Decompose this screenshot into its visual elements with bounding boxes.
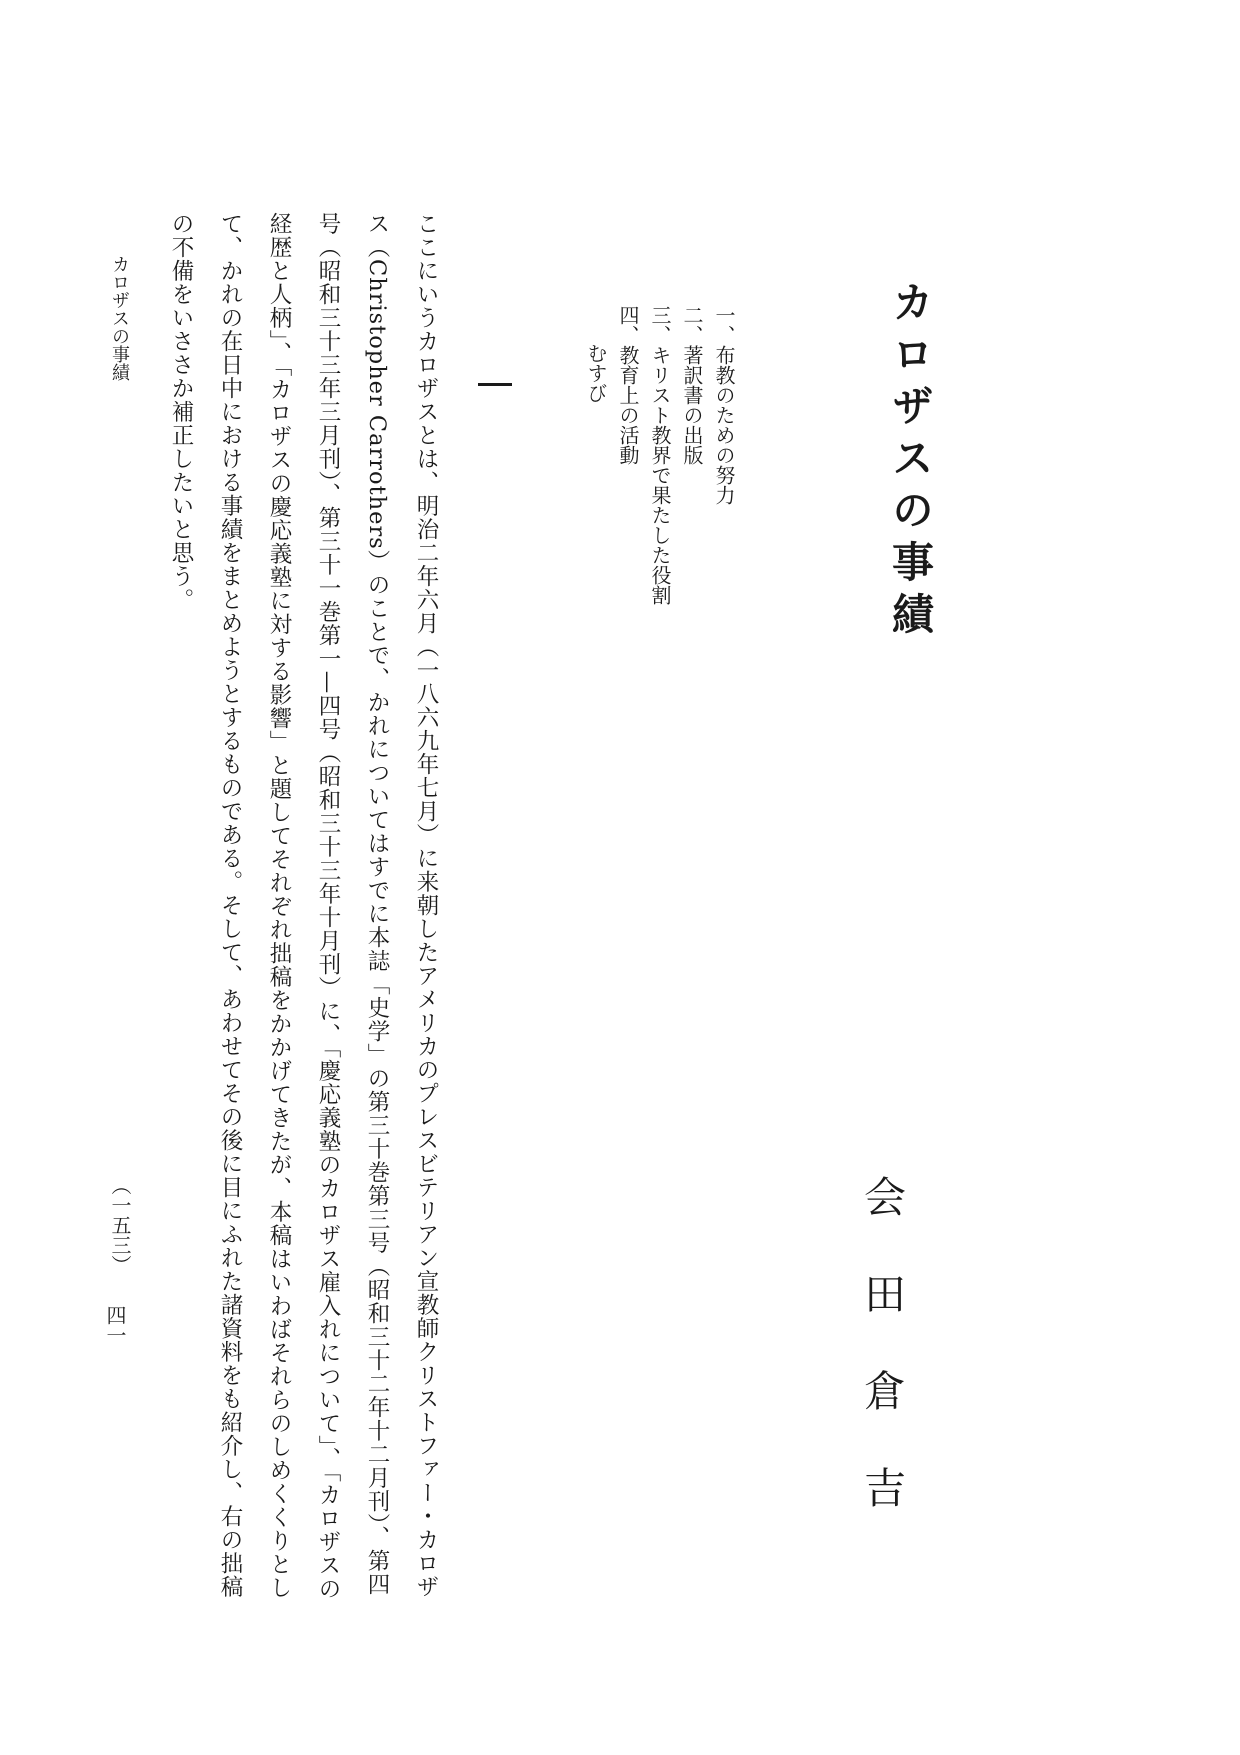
running-title: カロザスの事績 bbox=[109, 255, 130, 381]
section-number-mark bbox=[478, 383, 512, 386]
author-name: 会田倉吉 bbox=[858, 1175, 907, 1563]
toc-item-1: 一、布教のための努力 bbox=[712, 305, 736, 505]
page-number: 四一 bbox=[103, 1305, 127, 1345]
toc-item-2: 二、著訳書の出版 bbox=[680, 305, 704, 465]
body-paragraph: ここにいうカロザスとは、明治二年六月（一八六九年七月）に来朝したアメリカのプレスビテリアン宣教師クリストファー・カロザス（Christopher Carrothers）のことで、かれについてはすでに本誌「史学」の第三十巻第三号（昭和三十二年十二月刊）、第四号（昭和三十三年三月刊）、第三十一巻第一—四号（昭和三十三年十月刊）に、「慶応義塾のカロザス雇入れについて」、「カロザスの経歴と人柄」、「カロザスの慶応義塾に対する影響」と題してそれぞれ拙稿をかかげてきたが、本稿はいわばそれらのしめくくりとして、かれの在日中における事績をまとめようとするものである。そして、あわせてその後に目にふれた諸資料をも紹介し、右の拙稿の不備をいささか補正したいと思う。 bbox=[168, 212, 439, 1601]
body-text bbox=[156, 212, 450, 1602]
table-of-contents bbox=[580, 305, 740, 605]
article-title: カロザスの事績 bbox=[886, 280, 935, 644]
toc-conclusion: むすび bbox=[584, 343, 608, 403]
toc-item-3: 三、キリスト教界で果たした役割 bbox=[648, 305, 672, 605]
page-number-parenthetical: （一五三） bbox=[108, 1175, 132, 1275]
toc-item-4: 四、教育上の活動 bbox=[616, 305, 640, 465]
